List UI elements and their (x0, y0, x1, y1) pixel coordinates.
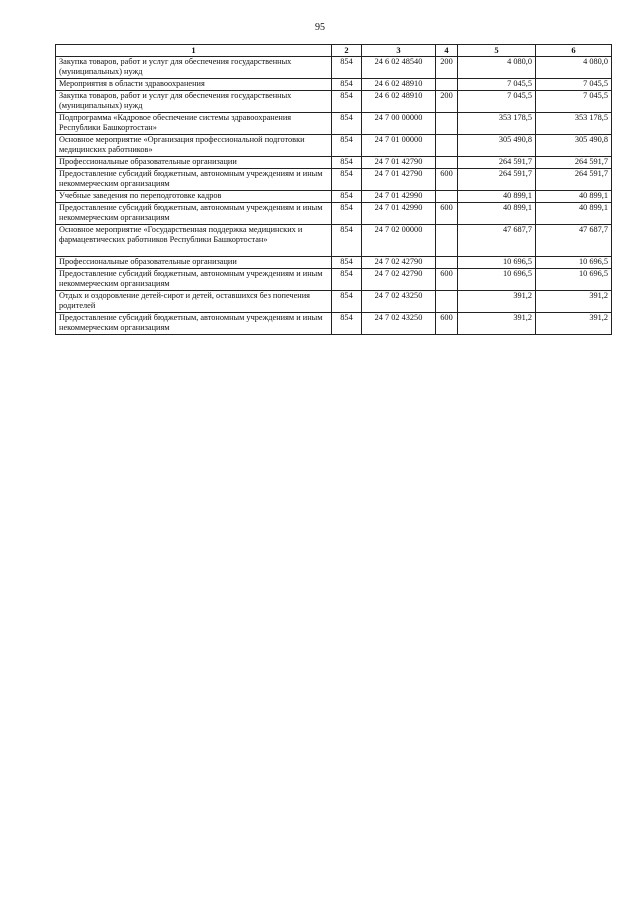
ministry-code: 854 (332, 91, 362, 113)
table-row (56, 113, 612, 135)
expense-type (436, 113, 458, 135)
item-name: Профессиональные образовательные организации (56, 157, 332, 169)
item-name: Подпрограмма «Кадровое обеспечение системы здравоохранения Республики Башкортостан» (56, 113, 332, 135)
budget-table (55, 44, 612, 335)
table-row (56, 91, 612, 113)
amount-year-2: 264 591,7 (536, 157, 612, 169)
item-name: Основное мероприятие «Государственная поддержка медицинских и фармацевтических работников Республики Башкортостан» (56, 225, 332, 257)
amount-year-1: 391,2 (458, 313, 536, 335)
expense-type (436, 225, 458, 257)
target-article: 24 7 01 42790 (362, 169, 436, 191)
amount-year-2: 264 591,7 (536, 169, 612, 191)
amount-year-1: 47 687,7 (458, 225, 536, 257)
target-article: 24 7 01 00000 (362, 135, 436, 157)
item-name: Профессиональные образовательные организации (56, 257, 332, 269)
target-article: 24 6 02 48540 (362, 57, 436, 79)
header-row (56, 45, 612, 57)
ministry-code: 854 (332, 79, 362, 91)
ministry-code: 854 (332, 135, 362, 157)
expense-type: 600 (436, 169, 458, 191)
item-name: Предоставление субсидий бюджетным, автономным учреждениям и иным некоммерческим организациям (56, 313, 332, 335)
target-article: 24 7 02 42790 (362, 269, 436, 291)
expense-type (436, 191, 458, 203)
ministry-code: 854 (332, 57, 362, 79)
expense-type: 200 (436, 57, 458, 79)
ministry-code: 854 (332, 269, 362, 291)
expense-type (436, 135, 458, 157)
target-article: 24 7 02 00000 (362, 225, 436, 257)
header-cell-2: 2 (332, 45, 362, 57)
ministry-code: 854 (332, 257, 362, 269)
target-article: 24 7 02 43250 (362, 313, 436, 335)
amount-year-2: 391,2 (536, 313, 612, 335)
header-cell-6: 6 (536, 45, 612, 57)
item-name: Предоставление субсидий бюджетным, автономным учреждениям и иным некоммерческим организациям (56, 269, 332, 291)
amount-year-1: 353 178,5 (458, 113, 536, 135)
ministry-code: 854 (332, 169, 362, 191)
target-article: 24 7 02 42790 (362, 257, 436, 269)
amount-year-2: 7 045,5 (536, 79, 612, 91)
amount-year-1: 40 899,1 (458, 203, 536, 225)
header-cell-5: 5 (458, 45, 536, 57)
ministry-code: 854 (332, 191, 362, 203)
amount-year-2: 4 080,0 (536, 57, 612, 79)
expense-type (436, 157, 458, 169)
amount-year-2: 7 045,5 (536, 91, 612, 113)
item-name: Предоставление субсидий бюджетным, автономным учреждениям и иным некоммерческим организациям (56, 203, 332, 225)
expense-type (436, 79, 458, 91)
amount-year-2: 391,2 (536, 291, 612, 313)
item-name: Предоставление субсидий бюджетным, автономным учреждениям и иным некоммерческим организациям (56, 169, 332, 191)
table-row (56, 269, 612, 291)
item-name: Закупка товаров, работ и услуг для обеспечения государственных (муниципальных) нужд (56, 91, 332, 113)
page-number: 95 (315, 22, 325, 33)
target-article: 24 7 01 42990 (362, 203, 436, 225)
amount-year-2: 10 696,5 (536, 257, 612, 269)
target-article: 24 7 02 43250 (362, 291, 436, 313)
amount-year-2: 47 687,7 (536, 225, 612, 257)
amount-year-1: 305 490,8 (458, 135, 536, 157)
header-cell-1: 1 (56, 45, 332, 57)
ministry-code: 854 (332, 157, 362, 169)
table-row (56, 169, 612, 191)
amount-year-2: 40 899,1 (536, 191, 612, 203)
table-row (56, 291, 612, 313)
target-article: 24 7 00 00000 (362, 113, 436, 135)
table-row (56, 203, 612, 225)
target-article: 24 6 02 48910 (362, 79, 436, 91)
table-row (56, 191, 612, 203)
amount-year-2: 40 899,1 (536, 203, 612, 225)
table-row (56, 157, 612, 169)
expense-type (436, 257, 458, 269)
amount-year-1: 40 899,1 (458, 191, 536, 203)
target-article: 24 6 02 48910 (362, 91, 436, 113)
table-row (56, 135, 612, 157)
header-cell-3: 3 (362, 45, 436, 57)
ministry-code: 854 (332, 313, 362, 335)
amount-year-1: 10 696,5 (458, 257, 536, 269)
table-row (56, 313, 612, 335)
expense-type: 600 (436, 269, 458, 291)
amount-year-1: 264 591,7 (458, 169, 536, 191)
ministry-code: 854 (332, 225, 362, 257)
table-row (56, 79, 612, 91)
amount-year-1: 264 591,7 (458, 157, 536, 169)
target-article: 24 7 01 42790 (362, 157, 436, 169)
item-name: Основное мероприятие «Организация профессиональной подготовки медицинских работников» (56, 135, 332, 157)
table-row (56, 257, 612, 269)
ministry-code: 854 (332, 203, 362, 225)
expense-type (436, 291, 458, 313)
header-cell-4: 4 (436, 45, 458, 57)
amount-year-2: 10 696,5 (536, 269, 612, 291)
amount-year-2: 353 178,5 (536, 113, 612, 135)
amount-year-2: 305 490,8 (536, 135, 612, 157)
expense-type: 200 (436, 91, 458, 113)
table-row (56, 225, 612, 257)
target-article: 24 7 01 42990 (362, 191, 436, 203)
expense-type: 600 (436, 203, 458, 225)
expense-type: 600 (436, 313, 458, 335)
item-name: Мероприятия в области здравоохранения (56, 79, 332, 91)
item-name: Отдых и оздоровление детей-сирот и детей, оставшихся без попечения родителей (56, 291, 332, 313)
table-row (56, 57, 612, 79)
amount-year-1: 7 045,5 (458, 79, 536, 91)
item-name: Закупка товаров, работ и услуг для обеспечения государственных (муниципальных) нужд (56, 57, 332, 79)
amount-year-1: 4 080,0 (458, 57, 536, 79)
amount-year-1: 7 045,5 (458, 91, 536, 113)
ministry-code: 854 (332, 291, 362, 313)
amount-year-1: 391,2 (458, 291, 536, 313)
amount-year-1: 10 696,5 (458, 269, 536, 291)
item-name: Учебные заведения по переподготовке кадров (56, 191, 332, 203)
ministry-code: 854 (332, 113, 362, 135)
